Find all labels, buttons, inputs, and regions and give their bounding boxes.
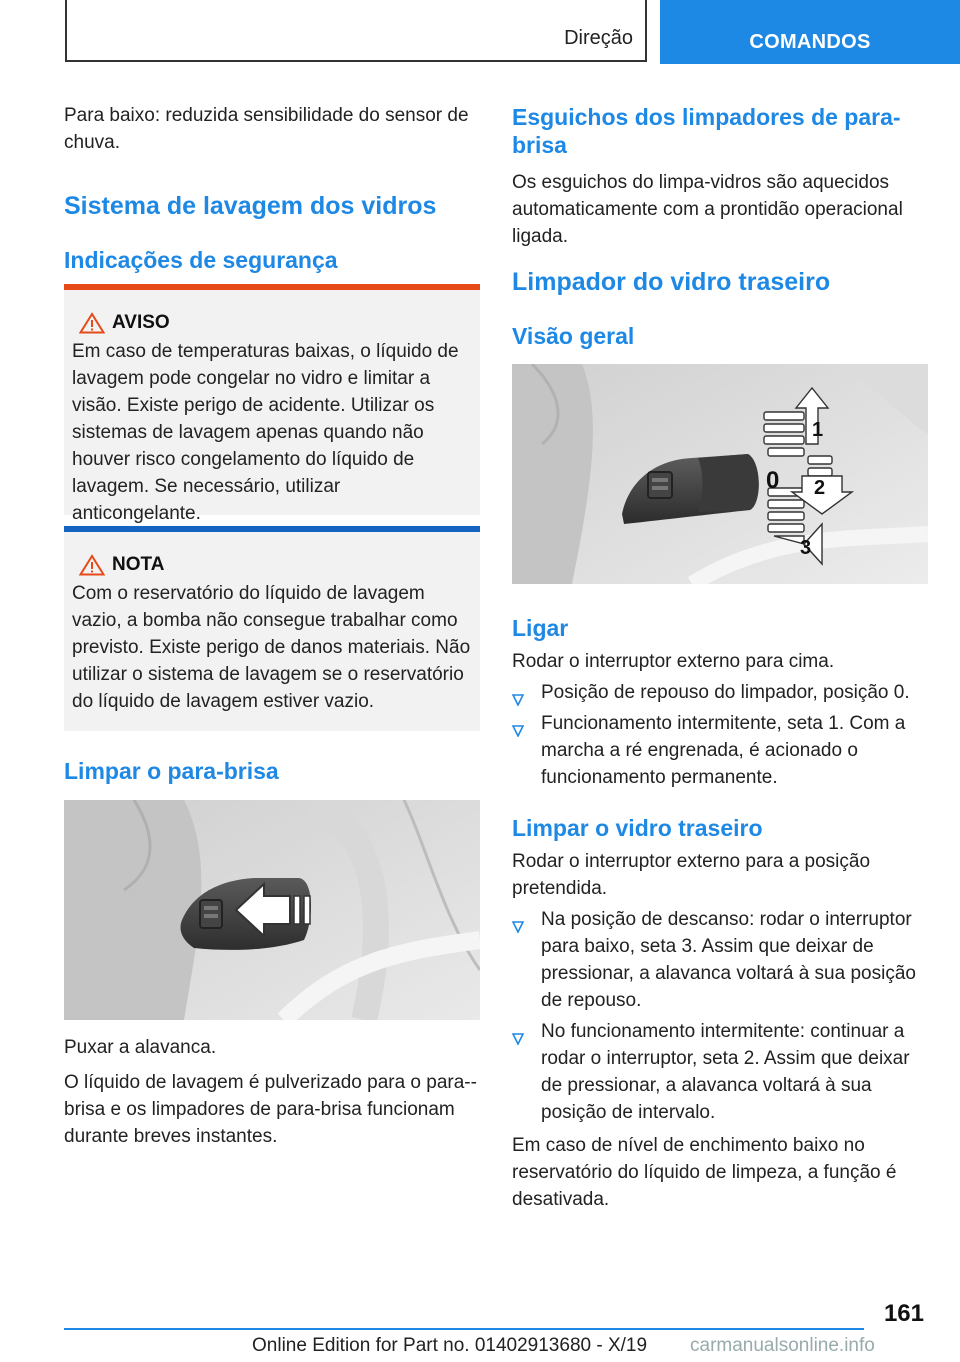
low-fluid-text: Em caso de nível de enchimento baixo no reservatório do líquido de limpeza, a função é desativada. (512, 1135, 897, 1210)
intro-paragraph: Para baixo: reduzida sensibilidade do sensor de chuva. (64, 105, 469, 153)
watermark: carmanualsonline.info (690, 1335, 875, 1356)
arrow-label-3: 3 (800, 537, 812, 559)
clean-rear-list (512, 906, 928, 1126)
heading-clean-windscreen: Limpar o para-brisa (64, 758, 279, 784)
warning-text: Em caso de temperaturas baixas, o líquido de lavagem pode congelar no vidro e limitar a visão. Existe perigo de acidente. Utilizar os sistemas de lavagem apenas quando não houver risco congelamento do líquido de lavagem. Se necessário, utilizar anticongelante. (72, 341, 459, 524)
warning-label: AVISO (112, 312, 170, 333)
caution-triangle-icon (72, 554, 112, 576)
pull-lever-text: Puxar a alavanca. (64, 1037, 217, 1058)
heading-washer-system: Sistema de lavagem dos vidros (64, 192, 437, 220)
warning-triangle-icon (72, 312, 112, 334)
list-item: Funcionamento intermitente, seta 1. Com a marcha a ré engrenada, é acionado o funcionamento permanente. (512, 710, 928, 791)
heading-rear-wiper: Limpador do vidro traseiro (512, 268, 831, 296)
washer-jets-text: Os esguichos do limpa-vidros são aquecidos automaticamente com a prontidão operacional ligada. (512, 172, 903, 247)
bullet-triangle-icon (512, 914, 524, 941)
lever-pull-image (64, 800, 480, 1020)
heading-safety: Indicações de segurança (64, 247, 338, 273)
list-item: No funcionamento intermitente: continuar a rodar o interruptor, seta 2. Assim que deixar de pressionar, a alavanca voltará à sua posição de intervalo. (512, 1018, 928, 1126)
notice-text: Com o reservatório do líquido de lavagem vazio, a bomba não consegue trabalhar como previsto. Existe perigo de danos materiais. Não utilizar o sistema de lavagem se o reservatório do líquido de lavagem estiver vazio. (72, 583, 471, 712)
bullet-triangle-icon (512, 718, 524, 745)
arrow-label-0: 0 (766, 467, 780, 494)
chapter-tab[interactable] (660, 0, 960, 64)
heading-clean-rear-window: Limpar o vidro traseiro (512, 815, 763, 841)
section-tab (65, 0, 647, 62)
notice-label: NOTA (112, 554, 165, 575)
section-title: Direção (564, 27, 633, 49)
footer-divider (64, 1328, 864, 1330)
clean-rear-text: Rodar o interruptor externo para a posição pretendida. (512, 851, 871, 899)
switch-on-list (512, 679, 928, 791)
edition-text: Online Edition for Part no. 01402913680 - X/19 (252, 1335, 648, 1356)
notice-box (64, 526, 480, 731)
warning-box (64, 284, 480, 524)
list-item: Na posição de descanso: rodar o interruptor para baixo, seta 3. Assim que deixar de pressionar, a alavanca voltará à sua posição de repouso. (512, 906, 928, 1014)
wash-description: O líquido de lavagem é pulverizado para o para--brisa e os limpadores de para-brisa funcionam durante breves instantes. (64, 1072, 477, 1147)
heading-overview: Visão geral (512, 323, 635, 349)
list-item: Posição de repouso do limpador, posição 0. (512, 679, 928, 706)
arrow-label-2: 2 (814, 477, 826, 499)
rear-wiper-switch-image (512, 364, 928, 584)
bullet-triangle-icon (512, 1026, 524, 1053)
heading-washer-jets: Esguichos dos limpadores de para-brisa (512, 104, 901, 158)
arrow-label-1: 1 (812, 419, 824, 441)
switch-on-text: Rodar o interruptor externo para cima. (512, 651, 835, 672)
heading-switch-on: Ligar (512, 615, 569, 641)
page-number: 161 (883, 1300, 924, 1327)
chapter-title: COMANDOS (749, 31, 871, 53)
left-intro (64, 102, 480, 156)
